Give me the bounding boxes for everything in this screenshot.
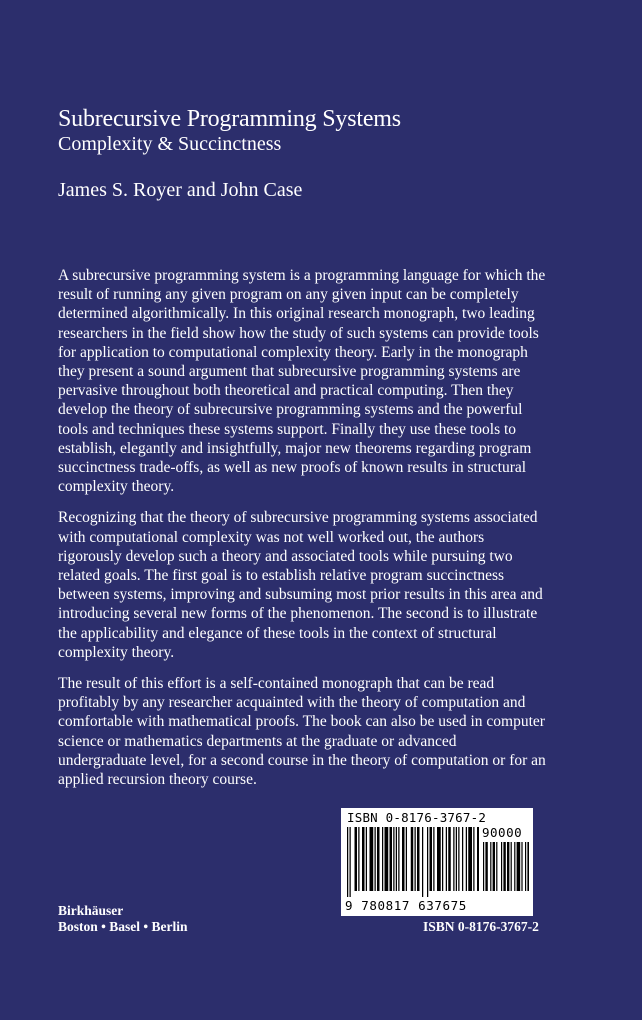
barcode-bar bbox=[370, 827, 374, 891]
barcode-bar bbox=[514, 842, 515, 891]
isbn-number: ISBN 0-8176-3767-2 bbox=[423, 919, 539, 934]
barcode-bar bbox=[485, 842, 487, 891]
barcode-bar bbox=[490, 842, 491, 891]
barcode-bar bbox=[453, 827, 454, 891]
blurb-paragraph-2: Recognizing that the theory of subrecursive programming systems associated with computational complexity was not well worked out, the authors rigorously develop such a theory and associated tools while pursuing two related goals. The first goal is to establish relative program succinctness between systems, improving and subsuming most prior results in this area and introducing several new forms of the phenomenon. The second is to illustrate the applicability and elegance of these tools in the context of structural complexity theory. bbox=[58, 509, 543, 661]
barcode-bar bbox=[483, 842, 484, 891]
barcode-bar bbox=[477, 827, 479, 891]
barcode-bar bbox=[406, 827, 407, 891]
barcode-bar bbox=[493, 842, 495, 891]
barcode-bar bbox=[448, 827, 451, 891]
barcode-bar bbox=[442, 827, 443, 891]
barcode-bar bbox=[417, 827, 420, 891]
barcode-bar bbox=[517, 842, 521, 891]
barcode-bar bbox=[496, 842, 497, 891]
barcode-bar bbox=[347, 827, 348, 897]
barcode-bar bbox=[511, 842, 512, 891]
barcode-bar bbox=[468, 827, 472, 891]
barcode-bar bbox=[430, 827, 433, 891]
barcode-bar bbox=[446, 827, 447, 891]
barcode-bar bbox=[355, 827, 358, 891]
barcode-bar bbox=[398, 827, 399, 891]
barcode-bar bbox=[503, 842, 505, 891]
barcode-bar bbox=[427, 827, 428, 897]
ean-barcode-bars bbox=[347, 827, 479, 897]
barcode-bar bbox=[473, 827, 474, 891]
barcode-isbn-label: ISBN 0-8176-3767-2 bbox=[347, 810, 487, 825]
addon-barcode-bars bbox=[483, 842, 529, 897]
barcode-bar bbox=[350, 827, 351, 897]
barcode-bar bbox=[366, 827, 367, 891]
barcode-bar bbox=[458, 827, 459, 891]
barcode-bar bbox=[466, 827, 467, 891]
barcode-bar bbox=[402, 827, 405, 891]
barcode-bar bbox=[521, 842, 522, 891]
barcode-panel bbox=[341, 808, 533, 916]
barcode-bar bbox=[462, 827, 463, 891]
barcode-bar bbox=[507, 842, 509, 891]
barcode-bar bbox=[433, 827, 434, 891]
barcode-bar bbox=[411, 827, 414, 891]
book-title: Subrecursive Programming Systems bbox=[58, 106, 401, 132]
barcode-bar bbox=[456, 827, 457, 891]
barcode-bar bbox=[385, 827, 389, 891]
barcode-bar bbox=[396, 827, 397, 891]
barcode-bar bbox=[362, 827, 365, 891]
book-authors: James S. Royer and John Case bbox=[58, 179, 303, 201]
publisher-cities: Boston • Basel • Berlin bbox=[58, 919, 188, 934]
barcode-bar bbox=[375, 827, 376, 891]
barcode-bar bbox=[501, 842, 502, 891]
barcode-bar bbox=[415, 827, 416, 891]
publisher-name: Birkhäuser bbox=[58, 903, 124, 918]
blurb bbox=[58, 266, 546, 801]
barcode-bar bbox=[358, 827, 359, 891]
book-subtitle: Complexity & Succinctness bbox=[58, 133, 282, 155]
barcode-addon-number: 90000 bbox=[482, 825, 523, 840]
barcode-bar bbox=[527, 842, 529, 891]
barcode-bar bbox=[437, 827, 441, 891]
barcode-bar bbox=[382, 827, 383, 891]
barcode-bar bbox=[525, 842, 526, 891]
barcode-ean-number: 9 780817 637675 bbox=[345, 898, 467, 913]
barcode-bar bbox=[390, 827, 393, 891]
barcode-bar bbox=[422, 827, 423, 897]
barcode-bar bbox=[393, 827, 394, 891]
blurb-paragraph-1: A subrecursive programming system is a programming language for which the result of running any given program on any given input can be completely determined algorithmically. In this original research monograph, two leading researchers in the field show how the study of such systems can provide tools for application to computational complexity theory. Early in the monograph they present a sound argument that subrecursive programming systems are pervasive throughout both theoretical and practical computing. Then they develop the theory of subrecursive programming systems and the powerful tools and techniques these systems support. Finally they use these tools to establish, elegantly and insightfully, major new theorems regarding program succinctness trade-offs, as well as new proofs of known results in structural complexity theory. bbox=[58, 267, 546, 496]
barcode-bar bbox=[377, 827, 380, 891]
blurb-paragraph-3: The result of this effort is a self-contained monograph that can be read profitably by any researcher acquainted with the theory of computation and comfortable with mathematical proofs. The book can also be used in computer science or mathematics departments at the graduate or advanced undergraduate level, for a second course in the theory of computation or for an applied recursion theory course. bbox=[58, 675, 546, 789]
